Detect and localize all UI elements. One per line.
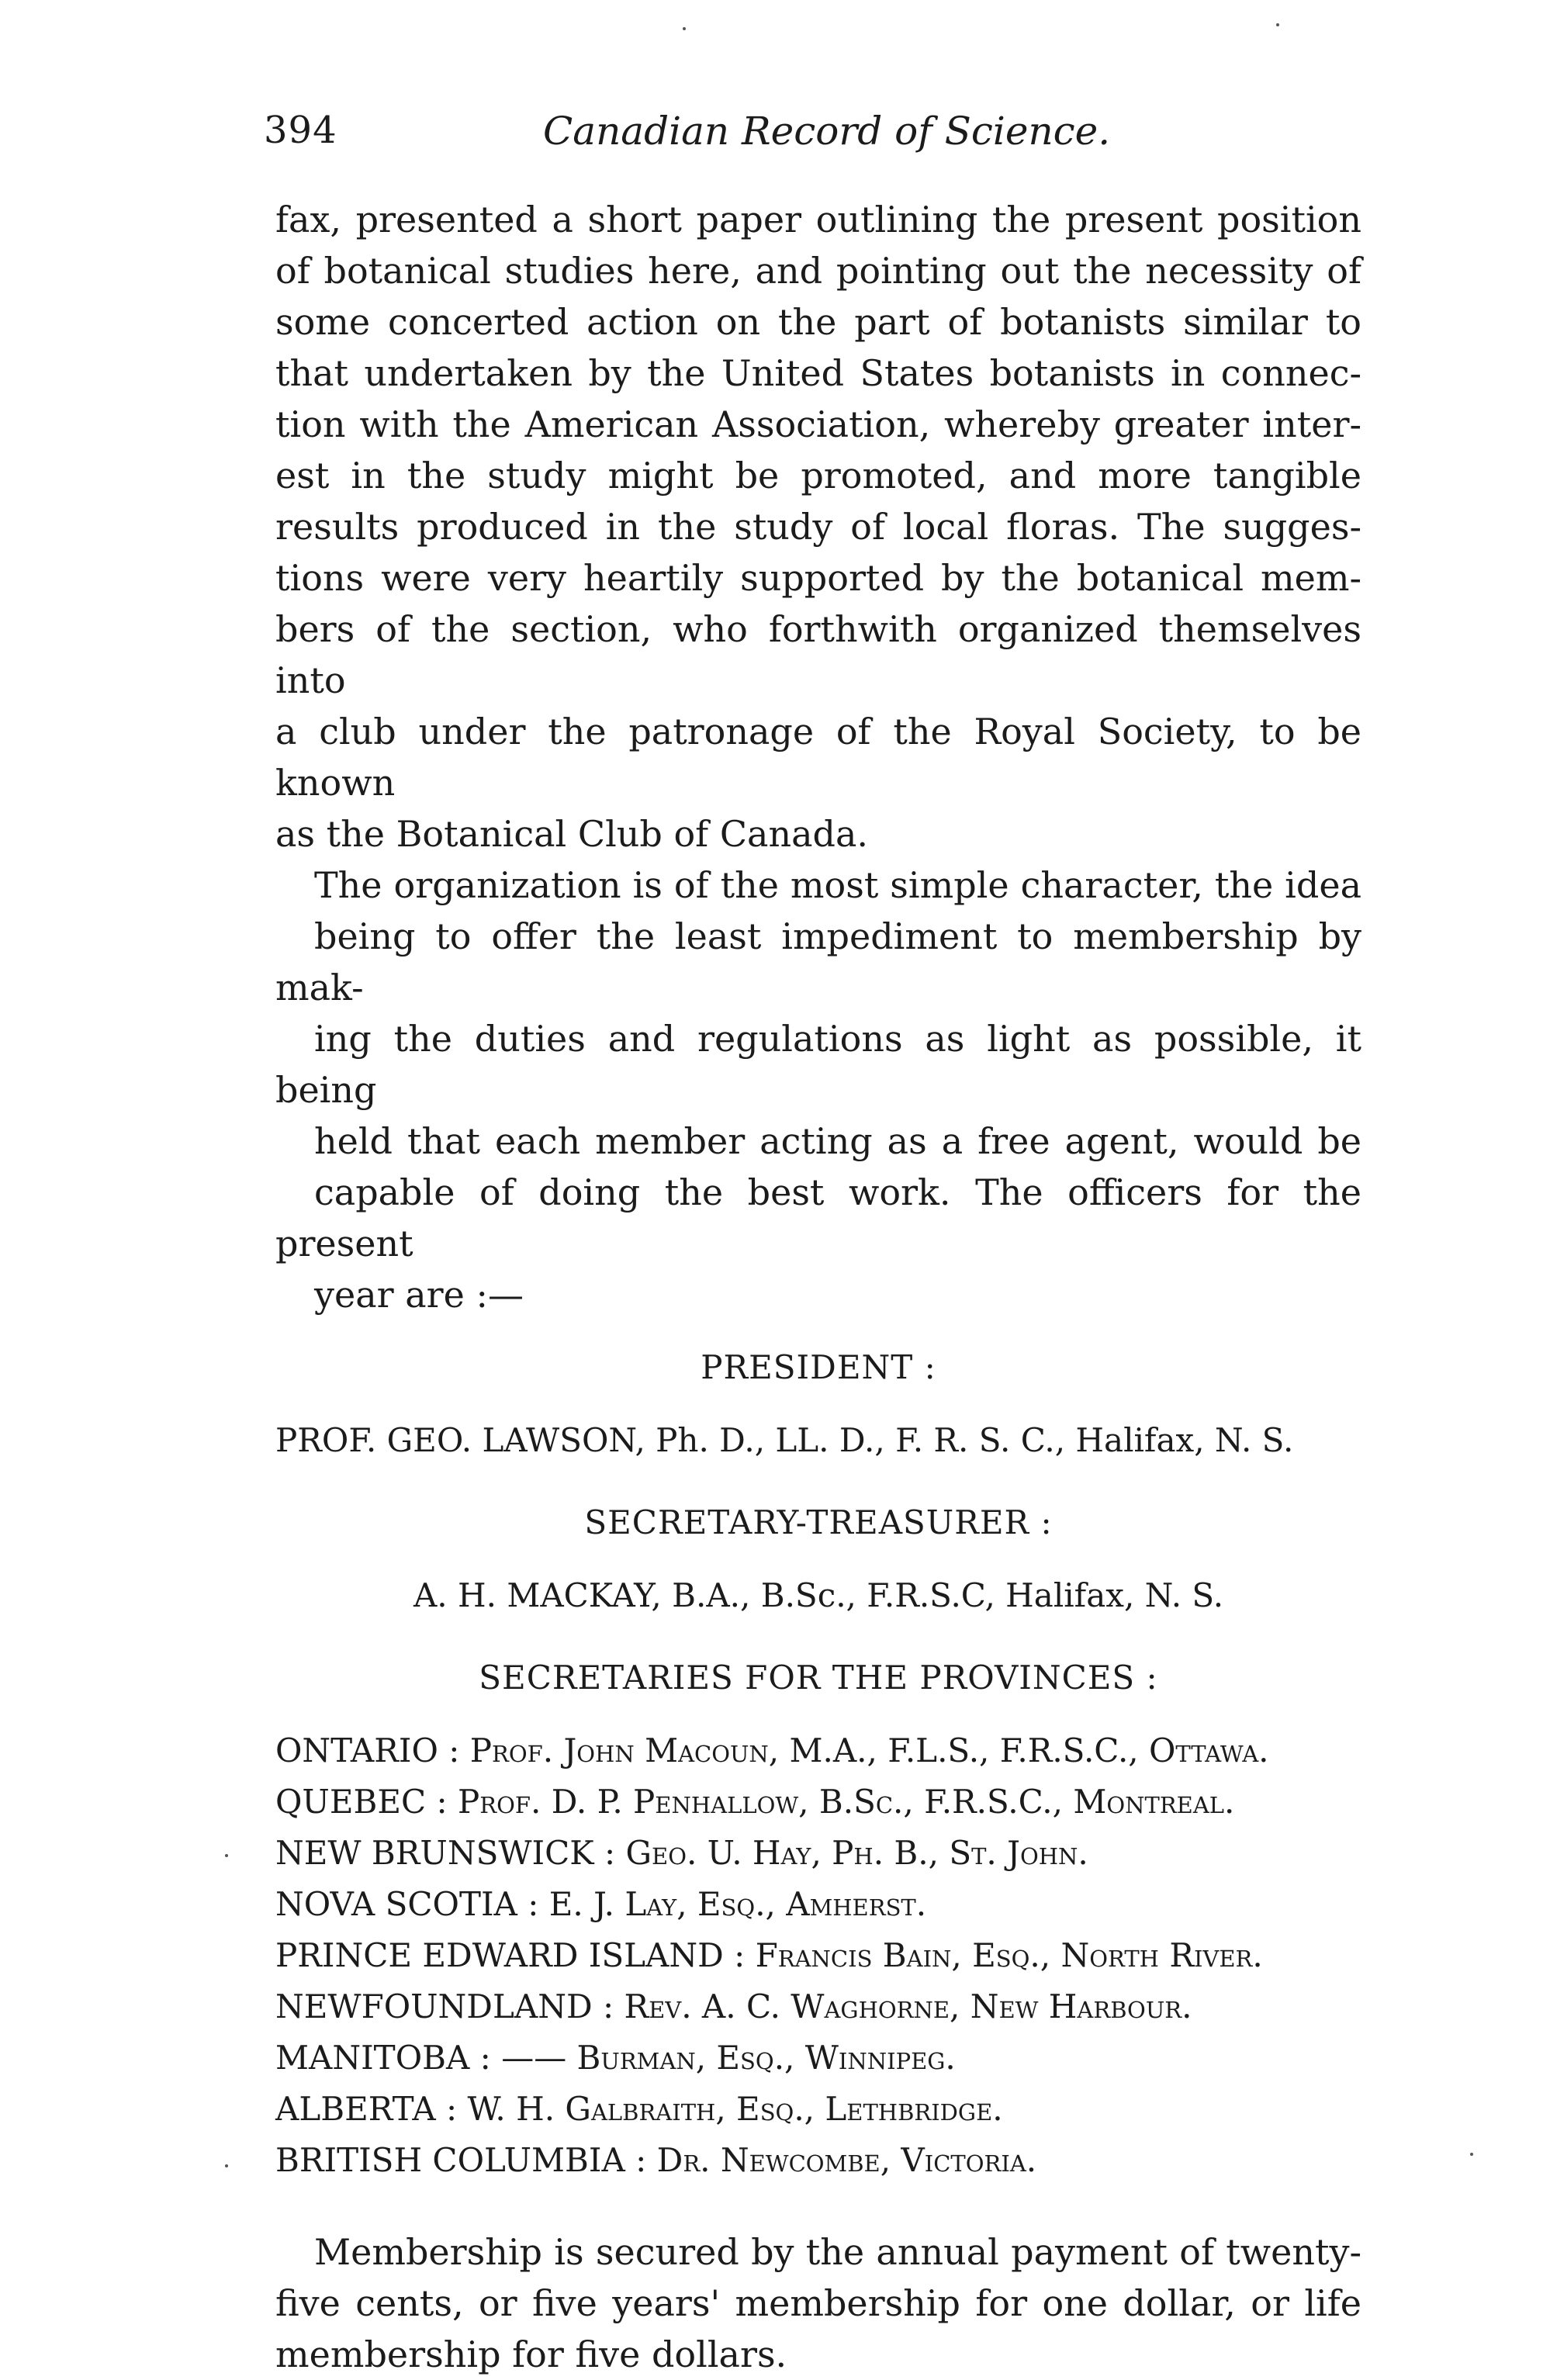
province-name: BRITISH COLUMBIA :: [275, 2141, 647, 2179]
scan-speck: [225, 1854, 228, 1857]
officer-detail: Geo. U. Hay, Ph. B., St. John.: [625, 1834, 1088, 1872]
officer-detail: Prof. D. P. Penhallow, B.Sc., F.R.S.C., Montreal.: [458, 1783, 1235, 1821]
scan-speck: [225, 2164, 228, 2167]
officer-detail: W. H. Galbraith, Esq., Lethbridge.: [467, 2090, 1003, 2128]
officer-detail: E. J. Lay, Esq., Amherst.: [548, 1885, 927, 1923]
province-name: NEWFOUNDLAND :: [275, 1987, 614, 2025]
text-line: est in the study might be promoted, and more tangible: [275, 455, 1361, 496]
scan-speck: [1470, 2153, 1473, 2156]
text-line: capable of doing the best work. The officers for the present: [275, 1171, 1361, 1264]
province-name: ONTARIO :: [275, 1731, 460, 1769]
text-line: some concerted action on the part of botanists similar to: [275, 301, 1361, 343]
province-name: PRINCE EDWARD ISLAND :: [275, 1936, 746, 1974]
scan-speck: [1276, 23, 1279, 26]
text-line: held that each member acting as a free agent, would be: [314, 1120, 1361, 1162]
text-line: ing the duties and regulations as light as possible, it being: [275, 1018, 1361, 1111]
president-line: PROF. GEO. LAWSON, Ph. D., LL. D., F. R. S. C., Halifax, N. S.: [275, 1421, 1294, 1459]
text-line: membership for five dollars.: [275, 2333, 787, 2375]
province-name: QUEBEC :: [275, 1783, 448, 1821]
province-name: NEW BRUNSWICK :: [275, 1834, 616, 1872]
officer-detail: Dr. Newcombe, Victoria.: [656, 2141, 1037, 2179]
president-heading: PRESIDENT :: [701, 1348, 936, 1386]
officer-detail: Rev. A. C. Waghorne, New Harbour.: [624, 1987, 1192, 2025]
text-line: The organization is of the most simple character, the idea: [314, 864, 1361, 906]
list-item: [275, 1981, 1361, 2032]
list-item: [275, 1776, 1361, 1828]
secretary-treasurer-heading: SECRETARY-TREASURER :: [584, 1503, 1053, 1541]
paragraph-organization: [275, 860, 1361, 1320]
province-name: ALBERTA :: [275, 2090, 458, 2128]
page-number: 394: [264, 109, 337, 152]
list-item: [275, 1725, 1361, 1776]
province-name: MANITOBA :: [275, 2039, 491, 2077]
paragraph-membership: [275, 2226, 1361, 2380]
text-line: that undertaken by the United States botanists in connec-: [275, 352, 1361, 394]
list-item: [275, 1879, 1361, 1930]
page-header: [264, 109, 1350, 171]
list-item: [275, 1930, 1361, 1981]
text-line: fax, presented a short paper outlining the present position: [275, 199, 1361, 240]
provinces-heading: SECRETARIES FOR THE PROVINCES :: [479, 1659, 1158, 1697]
text-line: year are :—: [314, 1274, 524, 1316]
list-item: [275, 2135, 1361, 2186]
text-line: being to offer the least impediment to membership by mak-: [275, 915, 1361, 1008]
text-line: Membership is secured by the annual payment of twenty-: [314, 2231, 1361, 2273]
text-line: tions were very heartily supported by the botanical mem-: [275, 557, 1361, 599]
text-line: of botanical studies here, and pointing out the necessity of: [275, 250, 1361, 292]
text-line: five cents, or five years' membership for one dollar, or life: [275, 2282, 1361, 2324]
page-body: [275, 194, 1361, 2380]
officer-detail: —— Burman, Esq., Winnipeg.: [501, 2039, 956, 2077]
secretary-treasurer-line: A. H. MACKAY, B.A., B.Sc., F.R.S.C, Halifax, N. S.: [413, 1576, 1224, 1614]
provincial-secretaries-list: [275, 1725, 1361, 2186]
list-item: [275, 2032, 1361, 2084]
officer-detail: Prof. John Macoun, M.A., F.L.S., F.R.S.C., Ottawa.: [469, 1731, 1269, 1769]
province-name: NOVA SCOTIA :: [275, 1885, 539, 1923]
list-item: [275, 1828, 1361, 1879]
text-line: bers of the section, who forthwith organized themselves into: [275, 608, 1361, 701]
text-line: a club under the patronage of the Royal Society, to be known: [275, 711, 1361, 804]
paragraph-botanical-studies: [275, 194, 1361, 860]
list-item: [275, 2084, 1361, 2135]
running-title: Canadian Record of Science.: [543, 109, 1111, 154]
scan-speck: [683, 27, 686, 30]
text-line: results produced in the study of local floras. The sugges-: [275, 506, 1361, 548]
text-line: tion with the American Association, whereby greater inter-: [275, 403, 1361, 445]
text-line: as the Botanical Club of Canada.: [275, 813, 868, 855]
officer-detail: Francis Bain, Esq., North River.: [755, 1936, 1263, 1974]
